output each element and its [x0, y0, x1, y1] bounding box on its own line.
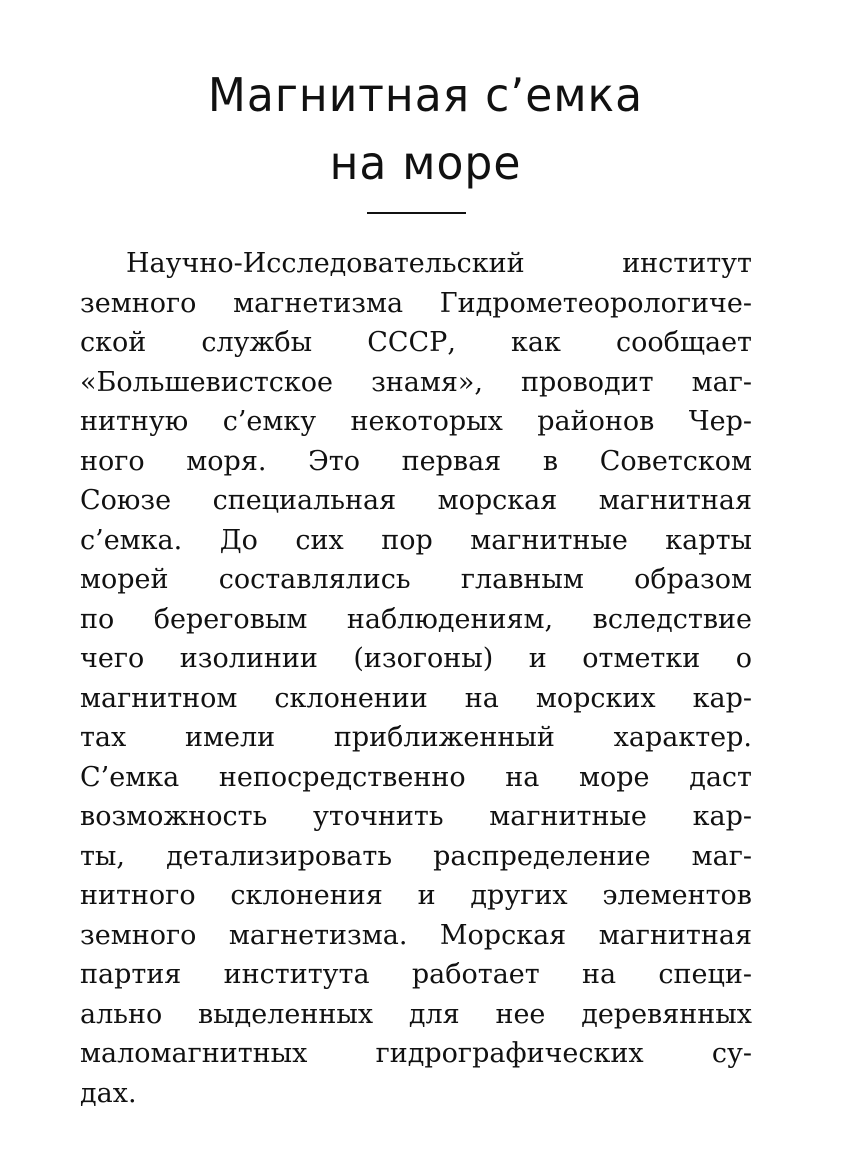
body-line: земного магнетизма Гидрометеорологиче- — [80, 287, 752, 319]
body-line: маломагнитных гидрографических су- — [80, 1038, 752, 1069]
body-line: «Большевистское знамя», проводит маг- — [80, 366, 752, 398]
body-line: ской службы СССР, как сообщает — [80, 327, 752, 358]
body-line: ально выделенных для нее деревянных — [80, 998, 752, 1030]
body-line: нитного склонения и других элементов — [80, 880, 752, 911]
body-line: возможность уточнить магнитные кар- — [80, 801, 752, 832]
article-body — [80, 244, 752, 1113]
body-line: морей составлялись главным образом — [80, 564, 752, 595]
body-line: Союзе специальная морская магнитная — [80, 485, 752, 516]
body-line: ты, детализировать распределение маг- — [80, 840, 752, 872]
body-line: Научно-Исследовательский институт — [126, 248, 752, 279]
body-line: с’емка. До сих пор магнитные карты — [80, 524, 752, 556]
body-line: земного магнетизма. Морская магнитная — [80, 919, 752, 951]
body-line: дах. — [80, 1077, 137, 1109]
body-line: ного моря. Это первая в Советском — [80, 445, 752, 477]
body-line: чего изолинии (изогоны) и отметки о — [80, 643, 752, 674]
body-line: магнитном склонении на морских кар- — [80, 682, 752, 714]
article-title-line-2: на море — [329, 136, 522, 191]
body-line: С’емка непосредственно на море даст — [80, 761, 752, 793]
title-divider — [367, 212, 466, 214]
body-line: тах имели приближенный характер. — [80, 722, 752, 753]
article-title-line-1: Магнитная с’емка — [207, 68, 644, 123]
body-line: нитную с’емку некоторых районов Чер- — [80, 406, 752, 437]
body-line: по береговым наблюдениям, вследствие — [80, 603, 752, 635]
body-line: партия института работает на специ- — [80, 959, 752, 990]
